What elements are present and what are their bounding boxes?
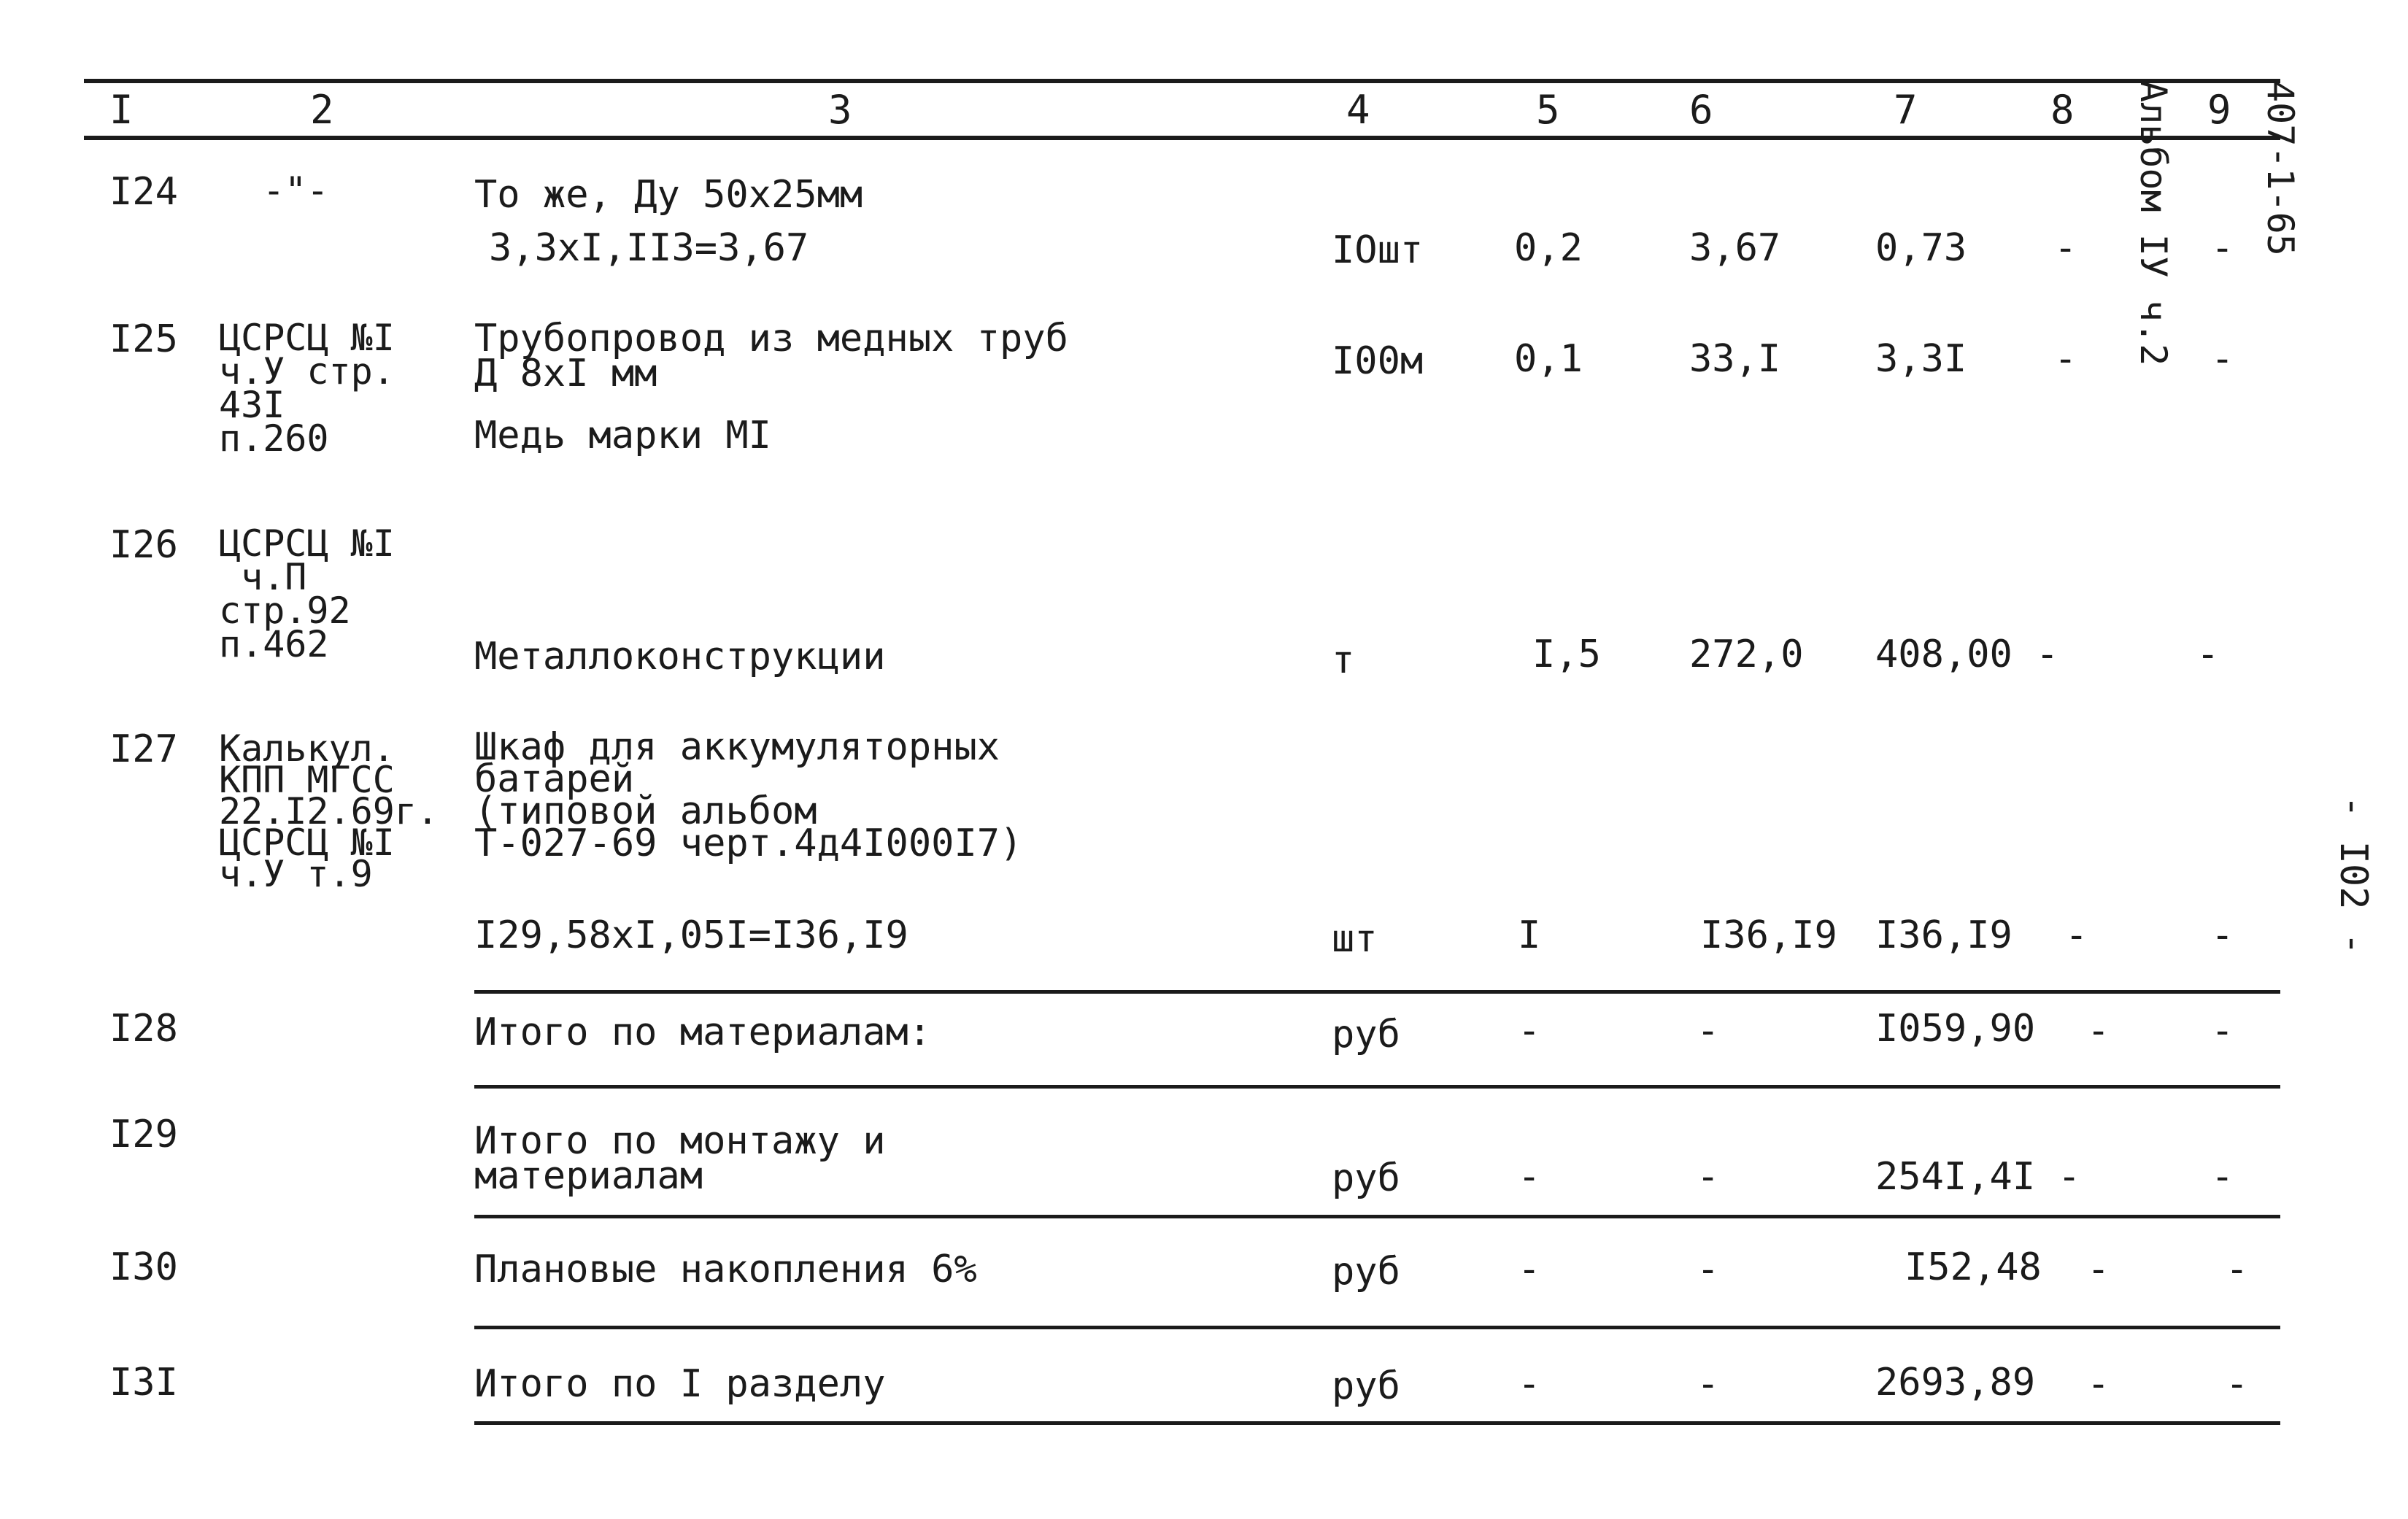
- header-col-4: 4: [1346, 87, 1370, 133]
- summary-rule: [474, 1085, 2280, 1089]
- row-reference: ЦСРСЦ №I ч.У стр. 43I п.260: [219, 317, 395, 460]
- row-reference: Калькул. КПП МГСС 22.I2.69г. ЦСРСЦ №I ч.У т.9: [219, 727, 439, 895]
- row-col5: -: [1518, 1009, 1541, 1053]
- row-col9: -: [2226, 1362, 2249, 1406]
- summary-rule: [474, 1326, 2280, 1329]
- row-col6: -: [1697, 1009, 1720, 1053]
- row-col6: 272,0: [1689, 633, 1804, 676]
- row-col7: I36,I9: [1875, 913, 2013, 957]
- row-col8: -: [2065, 913, 2088, 957]
- row-col5: I,5: [1532, 633, 1601, 676]
- row-col6: 3,67: [1689, 226, 1781, 270]
- row-description: Шкаф для аккумуляторных батарей (типовой альбом Т-027-69 черт.4д4I000I7): [474, 725, 1023, 865]
- summary-rule: [474, 990, 2280, 994]
- row-col8: -: [2087, 1248, 2110, 1291]
- row-col7: 408,00: [1875, 633, 2013, 676]
- header-bottom-rule: [84, 136, 2280, 140]
- row-col9: -: [2226, 1248, 2249, 1291]
- row-col5: -: [1518, 1362, 1541, 1406]
- row-col9: -: [2211, 337, 2234, 381]
- summary-rule: [474, 1421, 2280, 1425]
- row-description: Итого по I разделу: [474, 1362, 886, 1406]
- row-description: Металлоконструкции: [474, 635, 886, 679]
- row-col6: I36,I9: [1700, 913, 1837, 957]
- row-description: Плановые накопления 6%: [474, 1248, 977, 1291]
- header-col-7: 7: [1894, 87, 1918, 133]
- row-unit: IОшт: [1332, 228, 1424, 272]
- header-col-5: 5: [1536, 87, 1560, 133]
- row-col5: -: [1518, 1248, 1541, 1291]
- document-code-line: 407-1-65: [2259, 80, 2301, 256]
- header-col-1: I: [109, 87, 134, 133]
- row-col8: -: [2054, 226, 2077, 270]
- row-col5: 0,1: [1514, 337, 1583, 381]
- row-col7: 254I,4I: [1875, 1155, 2036, 1199]
- row-col9: -: [2196, 633, 2220, 676]
- row-description: Трубопровод из медных труб Д 8хI мм: [474, 317, 1068, 395]
- row-number: I3I: [109, 1361, 178, 1404]
- row-col6: 33,I: [1689, 337, 1781, 381]
- row-description: Итого по монтажу и материалам: [474, 1119, 886, 1198]
- row-col5: I: [1518, 913, 1541, 957]
- row-description: То же, Ду 50х25мм: [474, 173, 863, 217]
- row-calculation: I29,58хI,05I=I36,I9: [474, 913, 908, 957]
- row-col5: -: [1518, 1155, 1541, 1199]
- header-top-rule: [84, 79, 2280, 83]
- summary-rule: [474, 1215, 2280, 1218]
- header-col-8: 8: [2050, 87, 2075, 133]
- header-col-6: 6: [1689, 87, 1713, 133]
- row-col6: -: [1697, 1155, 1720, 1199]
- row-number: I25: [109, 317, 178, 361]
- header-col-3: 3: [828, 87, 852, 133]
- row-calculation: 3,3хI,II3=3,67: [489, 226, 809, 270]
- document-code: [2132, 80, 2386, 416]
- row-col9: -: [2211, 1155, 2234, 1199]
- row-col7: 2693,89: [1875, 1361, 2036, 1404]
- document-code-line: Альбом IУ ч.2: [2132, 80, 2174, 366]
- row-unit: руб: [1332, 1364, 1400, 1408]
- row-number: I26: [109, 523, 178, 567]
- row-unit: руб: [1332, 1250, 1400, 1294]
- row-col9: -: [2211, 913, 2234, 957]
- row-unit: шт: [1332, 917, 1378, 961]
- row-col8: -: [2054, 337, 2077, 381]
- row-number: I29: [109, 1113, 178, 1156]
- row-number: I27: [109, 727, 178, 771]
- row-unit: руб: [1332, 1156, 1400, 1200]
- row-unit: т: [1332, 638, 1355, 682]
- header-col-2: 2: [310, 87, 334, 133]
- row-unit: руб: [1332, 1013, 1400, 1056]
- row-col5: 0,2: [1514, 226, 1583, 270]
- row-reference: ЦСРСЦ №I ч.П стр.92 п.462: [219, 522, 395, 665]
- row-number: I28: [109, 1007, 178, 1051]
- row-col8: -: [2087, 1362, 2110, 1406]
- row-unit: I00м: [1332, 339, 1424, 383]
- row-col7: 3,3I: [1875, 337, 1967, 381]
- row-col8: -: [2087, 1009, 2110, 1053]
- row-col8: -: [2058, 1155, 2081, 1199]
- header-col-9: 9: [2207, 87, 2231, 133]
- row-col6: -: [1697, 1362, 1720, 1406]
- page-number: - I02 -: [2331, 795, 2375, 956]
- row-col8: -: [2036, 633, 2059, 676]
- row-col7: I52,48: [1905, 1245, 2042, 1289]
- row-col6: -: [1697, 1248, 1720, 1291]
- row-description: Итого по материалам:: [474, 1010, 932, 1054]
- row-number: I24: [109, 170, 178, 214]
- row-col7: I059,90: [1875, 1007, 2036, 1051]
- row-reference: -"-: [263, 169, 329, 212]
- row-number: I30: [109, 1245, 178, 1289]
- row-col7: 0,73: [1875, 226, 1967, 270]
- row-material: Медь марки МI: [474, 414, 771, 457]
- row-col9: -: [2211, 1009, 2234, 1053]
- row-col9: -: [2211, 226, 2234, 270]
